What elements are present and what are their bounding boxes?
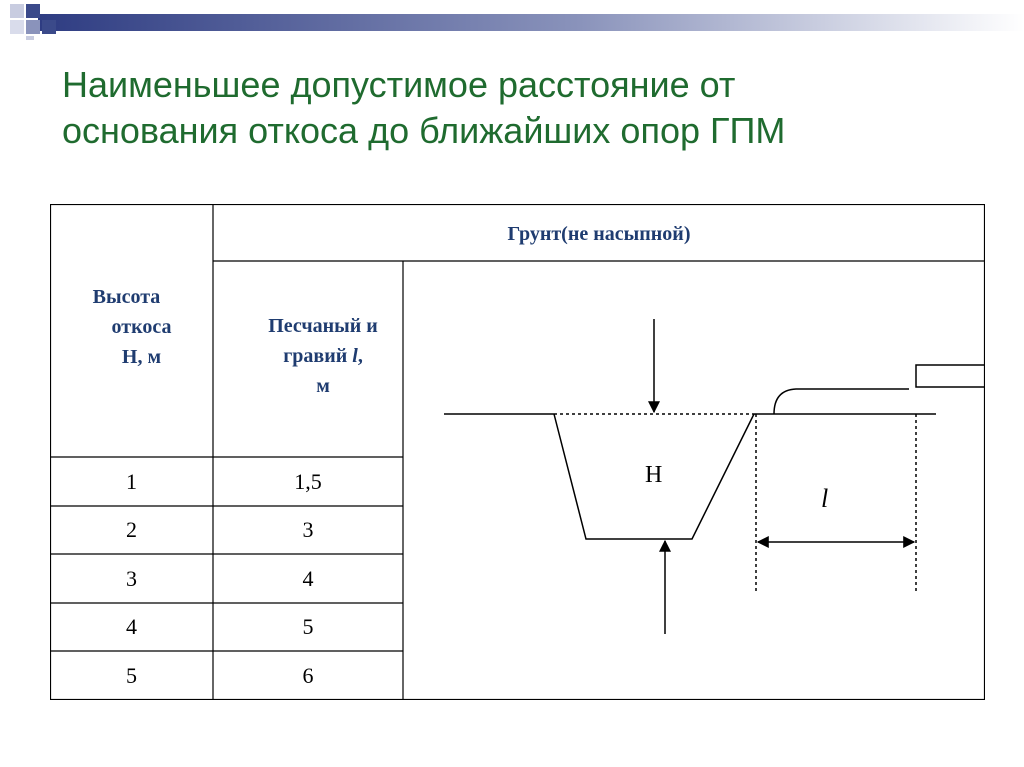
row-2-height: 2 <box>126 517 137 542</box>
header-slope-height-line-3: H, м <box>121 346 162 368</box>
slide-header-decoration <box>0 14 1024 34</box>
header-decoration-graphic <box>0 0 1024 40</box>
page-title-line-1: Наименьшее допустимое расстояние от <box>62 64 736 105</box>
crane-support-box <box>916 365 984 387</box>
row-1-height: 1 <box>126 469 137 494</box>
slope-diagram <box>404 262 984 700</box>
header-soil-type: Грунт(не насыпной) <box>507 223 691 245</box>
header-sand-gravel-word: гравий <box>283 345 348 367</box>
header-slope-height <box>50 282 213 372</box>
page-title <box>62 62 962 154</box>
row-4-distance: 5 <box>302 614 314 639</box>
header-slope-height-line-1: Высота <box>92 286 161 308</box>
label-l: l <box>821 484 829 513</box>
header-slope-height-line-2: откоса <box>111 316 172 338</box>
header-sand-gravel-line-3: м <box>316 375 330 397</box>
distance-table <box>50 204 985 700</box>
row-4-height: 4 <box>126 614 137 639</box>
row-3-distance: 4 <box>302 566 314 591</box>
row-1-distance: 1,5 <box>294 469 322 494</box>
crane-support-curve <box>774 389 909 414</box>
header-sand-gravel-sep: , <box>357 345 363 367</box>
header-sand-gravel-line-2 <box>213 341 403 371</box>
row-3-height: 3 <box>126 566 137 591</box>
header-sand-gravel-line-1: Песчаный и <box>268 315 378 337</box>
row-5-height: 5 <box>126 663 137 688</box>
row-2-distance: 3 <box>302 517 314 542</box>
header-sand-gravel-var: l <box>352 345 358 367</box>
row-5-distance: 6 <box>302 663 314 688</box>
header-sand-gravel <box>213 311 403 401</box>
label-h: H <box>645 462 663 488</box>
page-title-line-2: основания откоса до ближайших опор ГПМ <box>62 110 786 151</box>
